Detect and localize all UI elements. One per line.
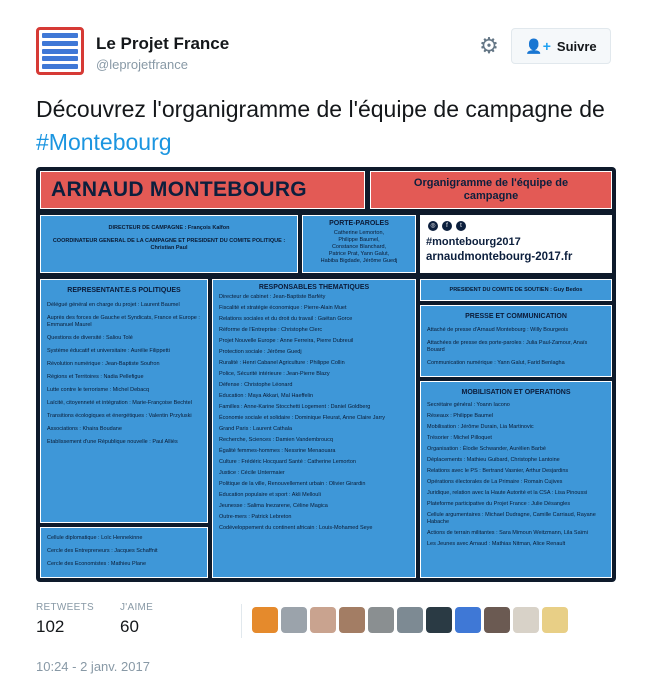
retweets-label: RETWEETS <box>36 602 94 613</box>
retweets-stat[interactable] <box>36 602 94 637</box>
panel-title: REPRESENTANT.E.S POLITIQUES <box>67 287 181 294</box>
instagram-icon: ◎ <box>428 221 438 231</box>
panel-row: Actions de terrain militantes : Sara Mimoun Weitzmann, Lila Saïmi <box>427 530 588 536</box>
panel-row: Recherche, Sciences : Damien Vandembroucq <box>219 437 333 443</box>
avatar-stripe <box>42 49 78 54</box>
panel-row: Juridique, relation avec la Haute Autorité et la CSA : Lisa Pinoussi <box>427 490 588 496</box>
panel-title: RESPONSABLES THEMATIQUES <box>258 284 370 291</box>
panel-row: Codéveloppement du continent africain : Louis-Mohamed Seye <box>219 525 373 531</box>
panel-row: Attachées de presse des porte-paroles : Julia Paul-Zamour, Anaïs Bouard <box>427 340 588 353</box>
panel-row: Protection sociale : Jérôme Guedj <box>219 349 302 355</box>
image-hashtag: #montebourg2017 <box>426 236 521 248</box>
panel-row: Relations avec le PS : Bertrand Vasnier, Arthur Desjardins <box>427 468 569 474</box>
panel-row: Attaché de presse d'Arnaud Montebourg : Willy Bourgeois <box>427 327 569 333</box>
panel-cellules <box>40 527 208 578</box>
panel-row: Organisation : Élodie Schwander, Aurélien Barbé <box>427 446 546 452</box>
panel-row: Philippe Baumel, <box>338 237 380 243</box>
panel-row: Déplacements : Mathieu Guibard, Christophe Lantoine <box>427 457 560 463</box>
tweet-image[interactable] <box>36 167 616 582</box>
panel-row: Les Jeunes avec Arnaud : Mathias Nitman, Alice Renault <box>427 541 566 547</box>
liker-avatar[interactable] <box>252 607 278 633</box>
panel-row: Cercle des Entrepreneurs : Jacques Schaffnit <box>47 548 158 554</box>
stats-divider <box>241 604 242 638</box>
liker-avatar[interactable] <box>426 607 452 633</box>
panel-presse <box>420 305 612 377</box>
panel-row: Etablissement d'une République nouvelle : Paul Alliès <box>47 439 178 445</box>
panel-row: Délégué général en charge du projet : Laurent Baumel <box>47 302 180 308</box>
account-avatar[interactable] <box>36 27 84 75</box>
panel-row: Mobilisation : Jérôme Durain, Lia Martinovic <box>427 424 534 430</box>
liker-avatar[interactable] <box>281 607 307 633</box>
follow-button[interactable] <box>511 28 611 64</box>
image-title: ARNAUD MONTEBOURG <box>40 171 365 209</box>
panel-row: Défense : Christophe Léonard <box>219 382 293 388</box>
account-name[interactable]: Le Projet France <box>96 34 230 53</box>
panel-porte-paroles <box>302 215 416 273</box>
panel-row: Grand Paris : Laurent Cathala <box>219 426 293 432</box>
panel-row: Laïcité, citoyenneté et intégration : Marie-Françoise Bechtel <box>47 400 192 406</box>
panel-row: Communication numérique : Yann Galut, Farid Benlagha <box>427 360 565 366</box>
likes-stat[interactable] <box>120 602 153 637</box>
liker-avatar[interactable] <box>542 607 568 633</box>
account-handle[interactable]: @leprojetfrance <box>96 57 188 72</box>
tweet-text <box>36 93 616 159</box>
likes-label: J'AIME <box>120 602 154 613</box>
panel-row: Cellule diplomatique : Loïc Hennekinne <box>47 535 143 541</box>
social-icons <box>428 221 612 231</box>
avatar-stripe <box>42 64 78 69</box>
panel-row: Trésorier : Michel Pilloquet <box>427 435 492 441</box>
panel-row: Régions et Territoires : Nadia Pellefigue <box>47 374 144 380</box>
panel-row: Système éducatif et universitaire : Aurélie Filippetti <box>47 348 170 354</box>
panel-row: Constance Blanchard, <box>331 244 387 250</box>
avatar-stripe <box>42 41 78 46</box>
panel-row: Révolution numérique : Jean-Baptiste Soufron <box>47 361 160 367</box>
add-user-icon: 👤+ <box>525 37 551 54</box>
liker-avatar[interactable] <box>368 607 394 633</box>
panel-row: Égalité femmes-hommes : Nessrine Menaouara <box>219 448 336 454</box>
retweets-count: 102 <box>36 617 65 636</box>
panel-row: Justice : Cécile Untermaier <box>219 470 285 476</box>
follow-label: Suivre <box>556 38 597 54</box>
panel-row: Économie sociale et solidaire : Dominique Fleurat, Anne Claire Jarry <box>219 415 385 421</box>
panel-row: Auprès des forces de Gauche et Syndicats, France et Europe : Emmanuel Maurel <box>47 315 200 328</box>
liker-avatar[interactable] <box>310 607 336 633</box>
liker-avatars <box>252 607 568 633</box>
panel-row: Transitions écologiques et énergétiques : Valentin Przyluski <box>47 413 192 419</box>
panel-row: Fiscalité et stratégie économique : Pierre-Alain Muet <box>219 305 347 311</box>
panel-row: Patrice Prat, Yann Galut, <box>328 251 390 257</box>
brand-box <box>420 215 612 273</box>
panel-row: Secrétaire général : Yoann Iacono <box>427 402 510 408</box>
panel-row: Lutte contre le terrorisme : Michel Debacq <box>47 387 150 393</box>
image-subtitle: Organigramme de l'équipe de campagne <box>370 171 612 209</box>
liker-avatar[interactable] <box>455 607 481 633</box>
panel-row: Opérations électorales de La Primaire : Romain Cujives <box>427 479 563 485</box>
likes-count: 60 <box>120 617 139 636</box>
panel-responsables <box>212 279 416 578</box>
image-url: arnaudmontebourg-2017.fr <box>426 251 573 263</box>
panel-direction <box>40 215 298 273</box>
panel-row: Relations sociales et du droit du travail : Gaëtan Gorce <box>219 316 353 322</box>
twitter-icon: t <box>456 221 466 231</box>
panel-row: Education populaire et sport : Akli Mellouli <box>219 492 321 498</box>
panel-row: Outre-mers : Patrick Lebreton <box>219 514 292 520</box>
panel-row: Politique de la ville, Renouvellement urbain : Olivier Girardin <box>219 481 366 487</box>
liker-avatar[interactable] <box>339 607 365 633</box>
panel-row: Cellule argumentaires : Michael Dudragne, Camille Carriaud, Rayane Habache <box>427 512 596 525</box>
facebook-icon: f <box>442 221 452 231</box>
panel-title: PORTE-PAROLES <box>329 220 389 227</box>
panel-row: Jeunesse : Salima Inezarene, Céline Magica <box>219 503 328 509</box>
panel-row: Familles : Anne-Karine Stocchetti Logement : Daniel Goldberg <box>219 404 371 410</box>
panel-row: Projet Nouvelle Europe : Anne Ferreira, Pierre Dubreuil <box>219 338 354 344</box>
panel-row: Ruralité : Henri Cabanel Agriculture : Philippe Collin <box>219 360 345 366</box>
tweet-timestamp[interactable]: 10:24 - 2 janv. 2017 <box>36 659 150 674</box>
panel-row: COORDINATEUR GENERAL DE LA CAMPAGNE ET PRESIDENT DU COMITE POLITIQUE : Christian Paul <box>52 238 286 251</box>
panel-row: Plateforme participative du Projet France : Julie Désangles <box>427 501 571 507</box>
panel-title: MOBILISATION ET OPERATIONS <box>461 389 571 396</box>
panel-representants <box>40 279 208 523</box>
panel-row: Police, Sécurité intérieure : Jean-Pierre Blazy <box>219 371 330 377</box>
panel-row: Cercle des Economistes : Mathieu Plane <box>47 561 147 567</box>
panel-title: PRESSE ET COMMUNICATION <box>465 313 567 320</box>
tweet-stats <box>36 602 616 642</box>
avatar-stripe <box>42 56 78 61</box>
panel-row: Réseaux : Philippe Baumel <box>427 413 494 419</box>
panel-row: Directeur de cabinet : Jean-Baptiste Barféty <box>219 294 326 300</box>
panel-row: Culture : Frédéric Hocquard Santé : Catherine Lemorton <box>219 459 356 465</box>
panel-row: DIRECTEUR DE CAMPAGNE : François Kalfon <box>108 225 230 231</box>
avatar-stripe <box>42 33 78 38</box>
gear-icon[interactable]: ⚙ <box>479 33 499 58</box>
tweet-body: Découvrez l'organigramme de l'équipe de campagne de <box>36 96 605 122</box>
tweet-header <box>0 0 650 90</box>
panel-row: Habiba Bigdade, Jérôme Guedj <box>320 258 398 264</box>
liker-avatar[interactable] <box>513 607 539 633</box>
panel-comite-soutien <box>420 279 612 301</box>
panel-row: PRESIDENT DU COMITE DE SOUTIEN : Guy Bedos <box>449 287 583 293</box>
panel-row: Education : Maya Akkari, Mal Haeffelin <box>219 393 314 399</box>
panel-row: Catherine Lemorton, <box>333 230 385 236</box>
panel-row: Réforme de l'Entreprise : Christophe Clerc <box>219 327 323 333</box>
liker-avatar[interactable] <box>397 607 423 633</box>
hashtag-link[interactable]: #Montebourg <box>36 129 172 155</box>
panel-row: Associations : Khaira Boudane <box>47 426 122 432</box>
panel-row: Questions de diversité : Saliou Tolé <box>47 335 133 341</box>
liker-avatar[interactable] <box>484 607 510 633</box>
panel-mobilisation <box>420 381 612 578</box>
